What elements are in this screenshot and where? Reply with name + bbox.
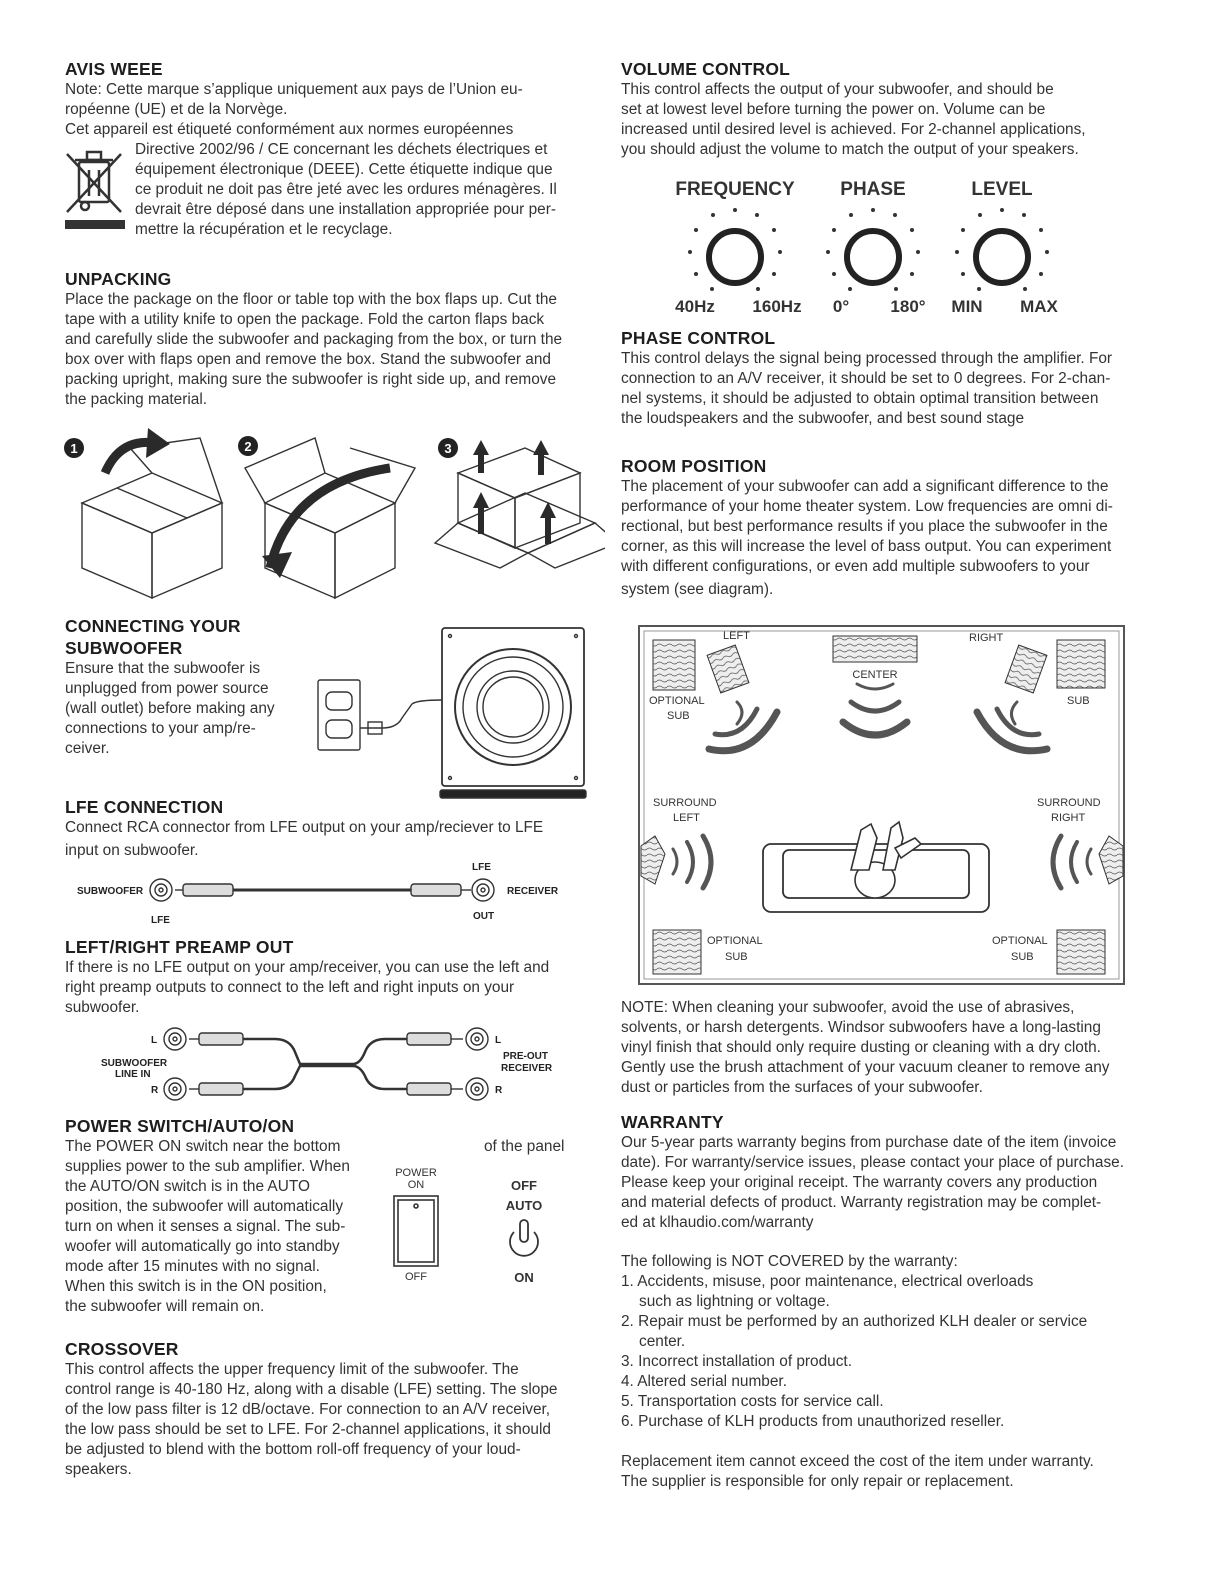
warranty-heading: WARRANTY: [621, 1112, 724, 1132]
room-line: performance of your home theater system. Low frequencies are omni di-: [621, 498, 1113, 515]
knob-title-phase: PHASE: [840, 179, 906, 200]
weee-bin-icon: [65, 142, 127, 232]
room-label-optional-br: OPTIONAL: [992, 935, 1048, 947]
volume-line: This control affects the output of your subwoofer, and should be: [621, 81, 1054, 98]
lfe-connection-diagram: [75, 856, 575, 928]
power-line: supplies power to the sub amplifier. When: [65, 1158, 350, 1175]
avis-wrap-4: mettre la récupération et le recyclage.: [135, 221, 393, 238]
warranty-exclusions-list: [621, 1272, 1161, 1432]
warranty-item: 2. Repair must be performed by an authorized KLH dealer or service: [621, 1313, 1088, 1330]
power-line: woofer will automatically go into standby: [65, 1238, 340, 1255]
preamp-heading: LEFT/RIGHT PREAMP OUT: [65, 937, 294, 957]
power-label-auto: AUTO: [505, 1198, 543, 1213]
unpacking-line: packing upright, making sure the subwoofer is right side up, and remove: [65, 371, 557, 388]
room-label-left: LEFT: [723, 630, 750, 642]
note-line: Gently use the brush attachment of your vacuum cleaner to remove any: [621, 1059, 1110, 1076]
room-line: The placement of your subwoofer can add a significant difference to the: [621, 478, 1109, 495]
crossover-heading: CROSSOVER: [65, 1339, 179, 1359]
preamp-label-r: R: [151, 1085, 159, 1096]
room-line: corner, as this will increase the level of bass output. You can experiment: [621, 538, 1112, 555]
subwoofer-rca-jack-icon: [150, 879, 172, 901]
power-label-power: POWER: [395, 1167, 437, 1179]
preamp-label-receiver: RECEIVER: [501, 1063, 553, 1074]
room-line: with different configurations, or even add multiple subwoofers to your: [621, 558, 1090, 575]
avis-line3: Cet appareil est étiqueté conformément aux normes européennes: [65, 121, 514, 138]
preamp-label-pre-out: PRE-OUT: [503, 1051, 548, 1062]
subwoofer-outlet-illustration: [312, 622, 592, 804]
preamp-line: If there is no LFE output on your amp/receiver, you can use the left and: [65, 959, 550, 976]
warranty-line: and material defects of product. Warranty registration may be complet-: [621, 1194, 1102, 1211]
rca-plug-right-icon: [411, 884, 461, 896]
receiver-rca-jack-icon: [472, 879, 494, 901]
rocker-switch-icon: [394, 1196, 438, 1266]
crossover-line: This control affects the upper frequency limit of the subwoofer. The: [65, 1361, 519, 1378]
phase-section: [621, 327, 1151, 429]
power-cord: [360, 700, 442, 728]
connecting-line: connections to your amp/re-: [65, 720, 256, 737]
surround-left-speaker-icon: [641, 836, 665, 884]
power-label-on-big: ON: [514, 1270, 534, 1285]
volume-section: [621, 58, 1151, 160]
power-line1a: The POWER ON switch near the bottom: [65, 1138, 341, 1155]
sub-top-right-icon: [1057, 640, 1105, 688]
power-line: When this switch is in the ON position,: [65, 1278, 327, 1295]
warranty-not-covered: The following is NOT COVERED by the warranty:: [621, 1253, 958, 1270]
avis-heading: AVIS WEEE: [65, 59, 163, 79]
phase-line: This control delays the signal being processed through the amplifier. For: [621, 350, 1113, 367]
optional-sub-bottom-left-icon: [653, 930, 701, 974]
surround-right-speaker-icon: [1099, 836, 1123, 884]
preamp-section: [65, 936, 595, 1018]
phase-line: the loudspeakers and the subwoofer, and best sound stage: [621, 410, 1025, 427]
unpacking-heading: UNPACKING: [65, 269, 172, 289]
room-line: system (see diagram).: [621, 581, 774, 598]
center-speaker-icon: [833, 636, 917, 662]
warranty-item-cont: such as lightning or voltage.: [639, 1293, 830, 1310]
unpacking-line: box over with flaps open and remove the box. Stand the subwoofer and: [65, 351, 551, 368]
warranty-line: date). For warranty/service issues, please contact your place of purchase.: [621, 1154, 1124, 1171]
unpacking-line: tape with a utility knife to open the package. Fold the carton flaps back: [65, 311, 545, 328]
avis-wrap-3: devrait être déposé dans une installation appropriée pour per-: [135, 201, 556, 218]
room-label-surround-left: SURROUND: [653, 797, 717, 809]
preamp-line: subwoofer.: [65, 999, 140, 1016]
power-line: turn on when it senses a signal. The sub-: [65, 1218, 346, 1235]
lfe-section: [65, 796, 595, 861]
knob-title-frequency: FREQUENCY: [675, 179, 795, 200]
knob-max-frequency: 160Hz: [752, 297, 802, 316]
level-knob: [951, 179, 1058, 316]
power-label-off-small: OFF: [405, 1271, 427, 1283]
preamp-label-line-in: LINE IN: [115, 1069, 151, 1080]
optional-sub-top-left-icon: [653, 640, 695, 690]
y-cable: [243, 1039, 407, 1089]
unpacking-line: and carefully slide the subwoofer and packaging from the box, or turn the: [65, 331, 563, 348]
lfe-label-out: OUT: [473, 911, 495, 922]
connecting-section: [65, 615, 325, 759]
crossover-line: of the low pass filter is 12 dB/octave. For connection to an A/V receiver,: [65, 1401, 551, 1418]
knob-min-level: MIN: [951, 297, 983, 316]
room-label-surround-right-2: RIGHT: [1051, 812, 1086, 824]
power-line: mode after 15 minutes with no signal.: [65, 1258, 320, 1275]
power-line: the AUTO/ON switch is in the AUTO: [65, 1178, 310, 1195]
connecting-line: unplugged from power source: [65, 680, 269, 697]
connecting-heading-2: SUBWOOFER: [65, 638, 183, 658]
left-speaker-icon: [707, 645, 749, 693]
warranty-final-2: The supplier is responsible for only repair or replacement.: [621, 1473, 1014, 1490]
volume-line: you should adjust the volume to match the output of your speakers.: [621, 141, 1079, 158]
knob-title-level: LEVEL: [971, 179, 1033, 200]
preamp-label-right-l: L: [495, 1035, 502, 1046]
preamp-label-l: L: [151, 1035, 158, 1046]
sound-wave-icons: [673, 684, 1091, 888]
warranty-item-cont: center.: [639, 1333, 686, 1350]
crossover-line: the low pass should be set to LFE. For 2-channel applications, it should: [65, 1421, 551, 1438]
note-line: solvents, or harsh detergents. Windsor subwoofers have a long-lasting: [621, 1019, 1101, 1036]
connecting-heading-1: CONNECTING YOUR: [65, 616, 241, 636]
lfe-heading: LFE CONNECTION: [65, 797, 224, 817]
phase-heading: PHASE CONTROL: [621, 328, 776, 348]
avis-wrap-2: ce produit ne doit pas être jeté avec les ordures ménagères. Il: [135, 181, 557, 198]
unpacking-line: the packing material.: [65, 391, 208, 408]
note-line: NOTE: When cleaning your subwoofer, avoid the use of abrasives,: [621, 999, 1075, 1016]
power-label-off: OFF: [511, 1178, 537, 1193]
room-label-optional-tl: OPTIONAL: [649, 695, 705, 707]
room-label-center: CENTER: [852, 669, 898, 681]
avis-wrap-1: équipement électronique (DEEE). Cette étiquette indique que: [135, 161, 553, 178]
note-line: vinyl finish that should only require dusting or cleaning with a dry cloth.: [621, 1039, 1101, 1056]
rca-plug-left-icon: [183, 884, 233, 896]
control-knobs: [660, 172, 1080, 322]
power-label-on: ON: [407, 1179, 425, 1191]
volume-heading: VOLUME CONTROL: [621, 59, 791, 79]
right-speaker-icon: [1005, 645, 1047, 693]
crossover-line: control range is 40-180 Hz, along with a disable (LFE) setting. The slope: [65, 1381, 558, 1398]
optional-sub-bottom-right-icon: [1057, 930, 1105, 974]
connecting-line: (wall outlet) before making any: [65, 700, 275, 717]
connecting-line: Ensure that the subwoofer is: [65, 660, 261, 677]
knob-max-level: MAX: [1020, 297, 1058, 316]
step-number-1: [64, 438, 84, 458]
room-label-surround-right: SURROUND: [1037, 797, 1101, 809]
lfe-label-lfe-in: LFE: [151, 915, 170, 926]
phase-line: connection to an A/V receiver, it should be set to 0 degrees. For 2-chan-: [621, 370, 1111, 387]
crossover-line: be adjusted to blend with the bottom roll-off frequency of your loud-: [65, 1441, 521, 1458]
preamp-connection-diagram: [95, 1022, 575, 1107]
warranty-item: 3. Incorrect installation of product.: [621, 1353, 852, 1370]
volume-line: increased until desired level is achieved. For 2-channel applications,: [621, 121, 1086, 138]
avis-line1: Note: Cette marque s’applique uniquement aux pays de l’Union eu-: [65, 81, 523, 98]
power-line: position, the subwoofer will automatically: [65, 1198, 344, 1215]
warranty-item: 1. Accidents, misuse, poor maintenance, electrical overloads: [621, 1273, 1034, 1290]
room-label-optional-bl: OPTIONAL: [707, 935, 763, 947]
note-section: [621, 998, 1151, 1098]
room-line: rectional, but best performance results if you place the subwoofer in the: [621, 518, 1108, 535]
power-heading: POWER SWITCH/AUTO/ON: [65, 1116, 295, 1136]
crossover-line: speakers.: [65, 1461, 132, 1478]
box-step-1-icon: [82, 438, 222, 598]
room-label-sub-tl: SUB: [667, 710, 690, 722]
phase-line: nel systems, it should be adjusted to obtain optimal transition between: [621, 390, 1099, 407]
warranty-item: 6. Purchase of KLH products from unauthorized reseller.: [621, 1413, 1005, 1430]
unpacking-line: Place the package on the floor or table top with the box flaps up. Cut the: [65, 291, 557, 308]
lfe-line1: Connect RCA connector from LFE output on your amp/reciever to LFE: [65, 819, 544, 836]
phase-knob: [826, 179, 926, 316]
lfe-label-receiver: RECEIVER: [507, 886, 559, 897]
knob-min-frequency: 40Hz: [675, 297, 715, 316]
svg-text:2: 2: [244, 439, 252, 454]
warranty-line: Please keep your original receipt. The warranty covers any production: [621, 1174, 1098, 1191]
room-label-sub-br: SUB: [1011, 951, 1034, 963]
subwoofer-icon: [440, 628, 586, 798]
room-label-sub-tr: SUB: [1067, 695, 1090, 707]
preamp-label-subwoofer: SUBWOOFER: [101, 1058, 168, 1069]
lfe-label-lfe-top: LFE: [472, 862, 491, 873]
warranty-item: 5. Transportation costs for service call.: [621, 1393, 884, 1410]
room-position-diagram: [637, 624, 1127, 988]
room-label-right: RIGHT: [969, 632, 1004, 644]
preamp-line: right preamp outputs to connect to the left and right inputs on your: [65, 979, 515, 996]
svg-text:1: 1: [70, 441, 78, 456]
warranty-line: Our 5-year parts warranty begins from purchase date of the item (invoice: [621, 1134, 1117, 1151]
svg-text:3: 3: [444, 441, 452, 456]
box-step-3-icon: [435, 448, 605, 568]
warranty-final-1: Replacement item cannot exceed the cost of the item under warranty.: [621, 1453, 1094, 1470]
lfe-line2: input on subwoofer.: [65, 842, 199, 859]
toggle-switch-icon: [510, 1220, 538, 1256]
room-label-sub-bl: SUB: [725, 951, 748, 963]
volume-line: set at lowest level before turning the power on. Volume can be: [621, 101, 1046, 118]
avis-wrap-0: Directive 2002/96 / CE concernant les déchets électriques et: [135, 141, 548, 158]
warranty-section: [621, 1111, 1161, 1492]
unpacking-section: [65, 268, 600, 410]
avis-weee-section: [65, 58, 595, 240]
crossover-section: [65, 1338, 600, 1480]
knob-max-phase: 180°: [890, 297, 926, 316]
power-switch-illustration: [388, 1160, 578, 1290]
lfe-label-subwoofer: SUBWOOFER: [77, 886, 144, 897]
warranty-item: 4. Altered serial number.: [621, 1373, 787, 1390]
preamp-label-right-r: R: [495, 1085, 503, 1096]
person-icon: [851, 822, 921, 898]
room-heading: ROOM POSITION: [621, 456, 767, 476]
avis-wrap-text: [135, 140, 595, 240]
box-step-2-icon: [245, 438, 415, 598]
knob-min-phase: 0°: [832, 297, 850, 316]
wall-outlet-icon: [318, 680, 360, 750]
step-number-2: [238, 436, 258, 456]
avis-line2: ropéenne (UE) et de la Norvège.: [65, 101, 288, 118]
frequency-knob: [675, 179, 801, 316]
power-line: the subwoofer will remain on.: [65, 1298, 265, 1315]
step-number-3: [438, 438, 458, 458]
room-section: [621, 455, 1151, 600]
warranty-line: ed at klhaudio.com/warranty: [621, 1214, 814, 1231]
room-label-surround-left-2: LEFT: [673, 812, 700, 824]
connecting-line: ceiver.: [65, 740, 110, 757]
power-line1b: of the panel: [484, 1138, 565, 1155]
note-line: dust or particles from the surfaces of your subwoofer.: [621, 1079, 983, 1096]
unpacking-illustration: [60, 428, 605, 608]
